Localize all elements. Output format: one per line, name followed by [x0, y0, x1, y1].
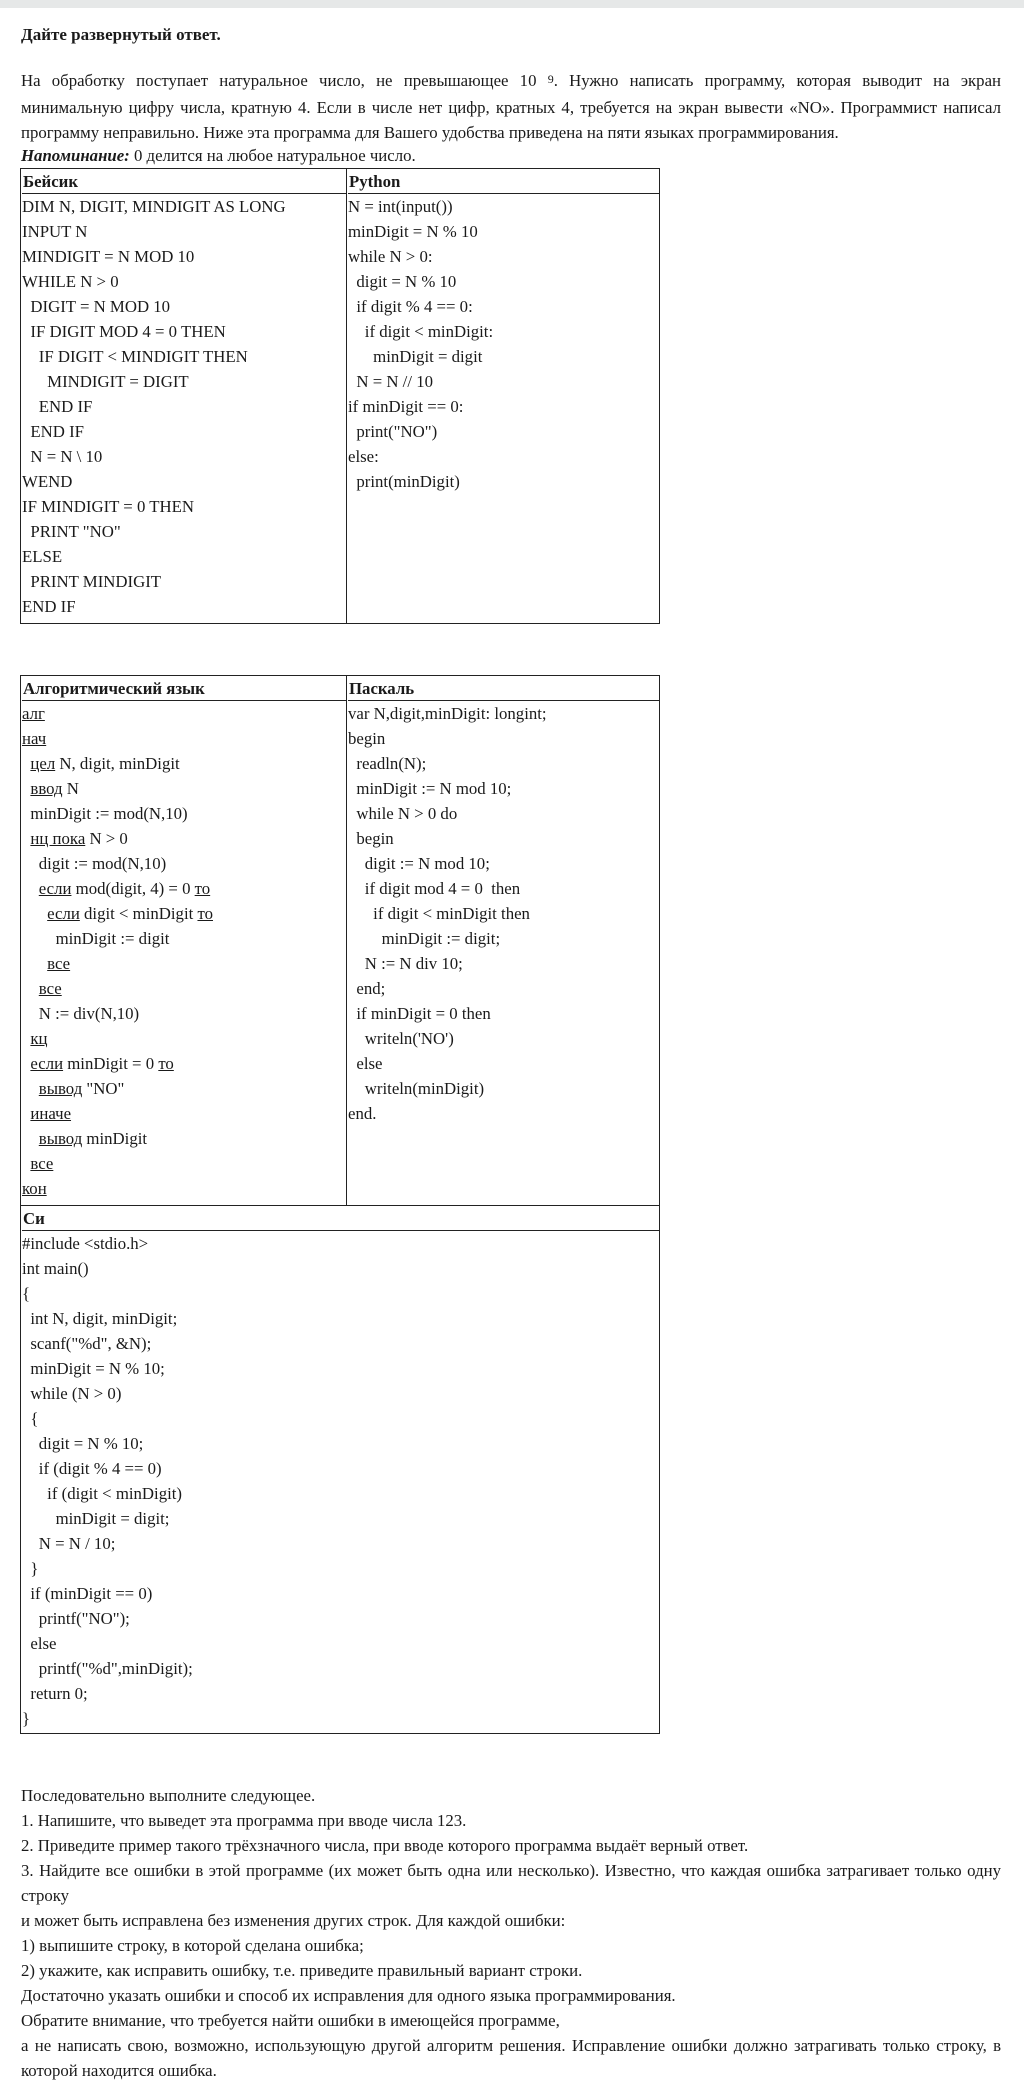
alg-keyword: нц пока — [30, 829, 86, 848]
task-line: 1) выпишите строку, в которой сделана ошибка; — [21, 1936, 364, 1955]
python-code-line: print("NO") — [348, 422, 438, 441]
power-exponent: 9 — [547, 72, 554, 86]
basic-header: Бейсик — [22, 169, 346, 194]
c-code-line: minDigit = digit; — [22, 1509, 170, 1528]
alg-keyword: иначе — [30, 1104, 72, 1123]
pascal-code-line: minDigit := N mod 10; — [348, 779, 512, 798]
pascal-header: Паскаль — [348, 676, 659, 701]
alg-code-line: вывод "NO" — [38, 1079, 125, 1098]
c-code-line: int N, digit, minDigit; — [22, 1309, 178, 1328]
alg-keyword: то — [194, 879, 211, 898]
python-code-line: if minDigit == 0: — [348, 397, 464, 416]
alg-keyword: все — [38, 979, 62, 998]
alg-keyword: нач — [22, 729, 47, 748]
basic-code-line: N = N \ 10 — [22, 447, 103, 466]
python-code-line: while N > 0: — [348, 247, 433, 266]
pascal-code-line: N := N div 10; — [348, 954, 463, 973]
task-line: и может быть исправлена без изменения других строк. Для каждой ошибки: — [21, 1911, 566, 1930]
alg-code-line: нц пока N > 0 — [30, 829, 128, 848]
basic-code-line: END IF — [22, 422, 84, 441]
basic-code — [22, 194, 346, 619]
python-code-line: print(minDigit) — [348, 472, 460, 491]
pascal-code-line: writeln(minDigit) — [348, 1079, 485, 1098]
alg-keyword: алг — [22, 704, 45, 723]
python-code-line: if digit % 4 == 0: — [348, 297, 473, 316]
task-title: Дайте развернутый ответ. — [21, 25, 221, 44]
alg-keyword: цел — [30, 754, 56, 773]
c-code-line: if (digit < minDigit) — [22, 1484, 183, 1503]
top-bar — [0, 0, 1024, 8]
c-code-line: while (N > 0) — [22, 1384, 122, 1403]
c-header: Си — [22, 1206, 659, 1231]
task-line: 1. Напишите, что выведет эта программа при вводе числа 123. — [21, 1811, 467, 1830]
pascal-code-line: var N,digit,minDigit: longint; — [348, 704, 547, 723]
c-code-line: else — [22, 1634, 57, 1653]
alg-code-line: ввод N — [30, 779, 79, 798]
c-code-line: minDigit = N % 10; — [22, 1359, 165, 1378]
alg-code-line: цел N, digit, minDigit — [30, 754, 180, 773]
alg-keyword: ввод — [30, 779, 63, 798]
python-code-line: N = int(input()) — [348, 197, 453, 216]
pascal-code-line: end. — [348, 1104, 377, 1123]
task-line: Достаточно указать ошибки и способ их исправления для одного языка программирования. — [21, 1986, 676, 2005]
python-column — [347, 169, 659, 494]
pascal-code-line: else — [348, 1054, 383, 1073]
alg-keyword: то — [158, 1054, 174, 1073]
pascal-code-line: writeln('NO') — [348, 1029, 454, 1048]
alg-keyword: вывод — [38, 1129, 83, 1148]
alg-code-line — [22, 976, 346, 1001]
python-code-line: minDigit = N % 10 — [348, 222, 478, 241]
c-code-line: printf("NO"); — [22, 1609, 130, 1628]
code-table-alg-pascal-c — [20, 675, 660, 1734]
task-line: а не написать свою, возможно, использующую другой алгоритм решения. Исправление ошибки должно затрагивать только строку, в которой находится ошибка. — [21, 2036, 1001, 2080]
pascal-code-line: begin — [348, 829, 394, 848]
basic-code-line: MINDIGIT = N MOD 10 — [22, 247, 195, 266]
pascal-column — [347, 676, 659, 1126]
python-code-line: if digit < minDigit: — [348, 322, 494, 341]
alg-code-line: если mod(digit, 4) = 0 то — [38, 879, 211, 898]
alg-code-line — [22, 951, 346, 976]
statement-part-1: На обработку поступает натуральное число, не превышающее 10 — [21, 71, 537, 90]
task-line: 2. Приведите пример такого трёхзначного числа, при вводе которого программа выдаёт верный ответ. — [21, 1836, 749, 1855]
alg-header: Алгоритмический язык — [22, 676, 346, 701]
c-code-line: #include <stdio.h> — [22, 1234, 149, 1253]
pascal-code-line: if digit < minDigit then — [348, 904, 530, 923]
alg-code-line: вывод minDigit — [38, 1129, 148, 1148]
basic-code-line: WEND — [22, 472, 73, 491]
alg-code-line — [22, 726, 346, 751]
python-code-line: minDigit = digit — [348, 347, 483, 366]
c-code-line: digit = N % 10; — [22, 1434, 144, 1453]
pascal-code-line: begin — [348, 729, 386, 748]
basic-code-line: PRINT "NO" — [22, 522, 121, 541]
alg-code-line — [22, 1101, 346, 1126]
pascal-code-line: end; — [348, 979, 386, 998]
code-table-basic-python — [20, 168, 660, 624]
pascal-code-line: minDigit := digit; — [348, 929, 501, 948]
alg-code-line: minDigit := digit — [55, 929, 170, 948]
alg-keyword: если — [47, 904, 80, 923]
c-code-line: scanf("%d", &N); — [22, 1334, 152, 1353]
task-list — [21, 1783, 1001, 2083]
c-code — [22, 1231, 659, 1731]
python-code — [348, 194, 659, 494]
pascal-code — [348, 701, 659, 1126]
statement-part-2: . Нужно написать программу, которая выводит на экран минимальную цифру числа, кратную 4. Если в числе нет цифр, кратных 4, требуется на экран вывести «NO». Программист написал программу неправильно. Ниже эта программа для Вашего удобства приведена на пяти языках программирования. — [21, 71, 1001, 142]
alg-keyword: то — [197, 904, 213, 923]
alg-keyword: кон — [22, 1179, 47, 1198]
alg-keyword: если — [38, 879, 72, 898]
alg-keyword: если — [30, 1054, 64, 1073]
c-code-line: } — [22, 1709, 31, 1728]
alg-keyword: вывод — [38, 1079, 83, 1098]
c-code-line: } — [22, 1559, 39, 1578]
alg-code-line: если minDigit = 0 то — [30, 1054, 174, 1073]
python-header: Python — [348, 169, 659, 194]
basic-code-line: MINDIGIT = DIGIT — [22, 372, 189, 391]
c-code-line: int main() — [22, 1259, 89, 1278]
reminder-text: 0 делится на любое натуральное число. — [129, 146, 416, 165]
basic-column — [21, 169, 346, 619]
basic-code-line: PRINT MINDIGIT — [22, 572, 162, 591]
c-code-line: if (digit % 4 == 0) — [22, 1459, 162, 1478]
c-code-line: if (minDigit == 0) — [22, 1584, 153, 1603]
alg-keyword: кц — [30, 1029, 48, 1048]
alg-code-line: N := div(N,10) — [38, 1004, 140, 1023]
basic-code-line: IF MINDIGIT = 0 THEN — [22, 497, 194, 516]
alg-keyword: все — [47, 954, 71, 973]
python-code-line: digit = N % 10 — [348, 272, 457, 291]
alg-keyword: все — [30, 1154, 54, 1173]
pascal-code-line: while N > 0 do — [348, 804, 458, 823]
task-line: 2) укажите, как исправить ошибку, т.е. приведите правильный вариант строки. — [21, 1961, 583, 1980]
alg-code-line — [22, 1176, 346, 1201]
alg-code-line: если digit < minDigit то — [47, 904, 213, 923]
pascal-code-line: if minDigit = 0 then — [348, 1004, 491, 1023]
basic-code-line: IF DIGIT < MINDIGIT THEN — [22, 347, 248, 366]
alg-code-line — [22, 1026, 346, 1051]
pascal-code-line: digit := N mod 10; — [348, 854, 490, 873]
python-code-line: else: — [348, 447, 379, 466]
basic-code-line: DIM N, DIGIT, MINDIGIT AS LONG — [22, 197, 286, 216]
basic-code-line: INPUT N — [22, 222, 88, 241]
c-code-line: return 0; — [22, 1684, 88, 1703]
basic-code-line: DIGIT = N MOD 10 — [22, 297, 171, 316]
alg-code-line — [22, 701, 346, 726]
c-code-line: { — [22, 1284, 31, 1303]
task-line: Последовательно выполните следующее. — [21, 1786, 316, 1805]
pascal-code-line: readln(N); — [348, 754, 427, 773]
c-code-line: printf("%d",minDigit); — [22, 1659, 193, 1678]
pascal-code-line: if digit mod 4 = 0 then — [348, 879, 521, 898]
alg-code-line: digit := mod(N,10) — [38, 854, 167, 873]
task-line: Обратите внимание, что требуется найти ошибки в имеющейся программе, — [21, 2011, 560, 2030]
task-line: 3. Найдите все ошибки в этой программе (их может быть одна или несколько). Известно, что каждая ошибка затрагивает только одну строку — [21, 1861, 1001, 1905]
reminder — [21, 143, 416, 168]
basic-code-line: IF DIGIT MOD 4 = 0 THEN — [22, 322, 226, 341]
basic-code-line: ELSE — [22, 547, 63, 566]
alg-code — [22, 701, 346, 1201]
basic-code-line: WHILE N > 0 — [22, 272, 119, 291]
alg-code-line: minDigit := mod(N,10) — [30, 804, 188, 823]
reminder-label: Напоминание: — [21, 146, 130, 165]
alg-code-line — [22, 1151, 346, 1176]
problem-statement — [21, 68, 1001, 145]
c-column — [21, 1206, 659, 1731]
alg-column — [21, 676, 346, 1201]
c-code-line: N = N / 10; — [22, 1534, 116, 1553]
basic-code-line: END IF — [22, 597, 76, 616]
c-code-line: { — [22, 1409, 39, 1428]
python-code-line: N = N // 10 — [348, 372, 433, 391]
basic-code-line: END IF — [22, 397, 93, 416]
